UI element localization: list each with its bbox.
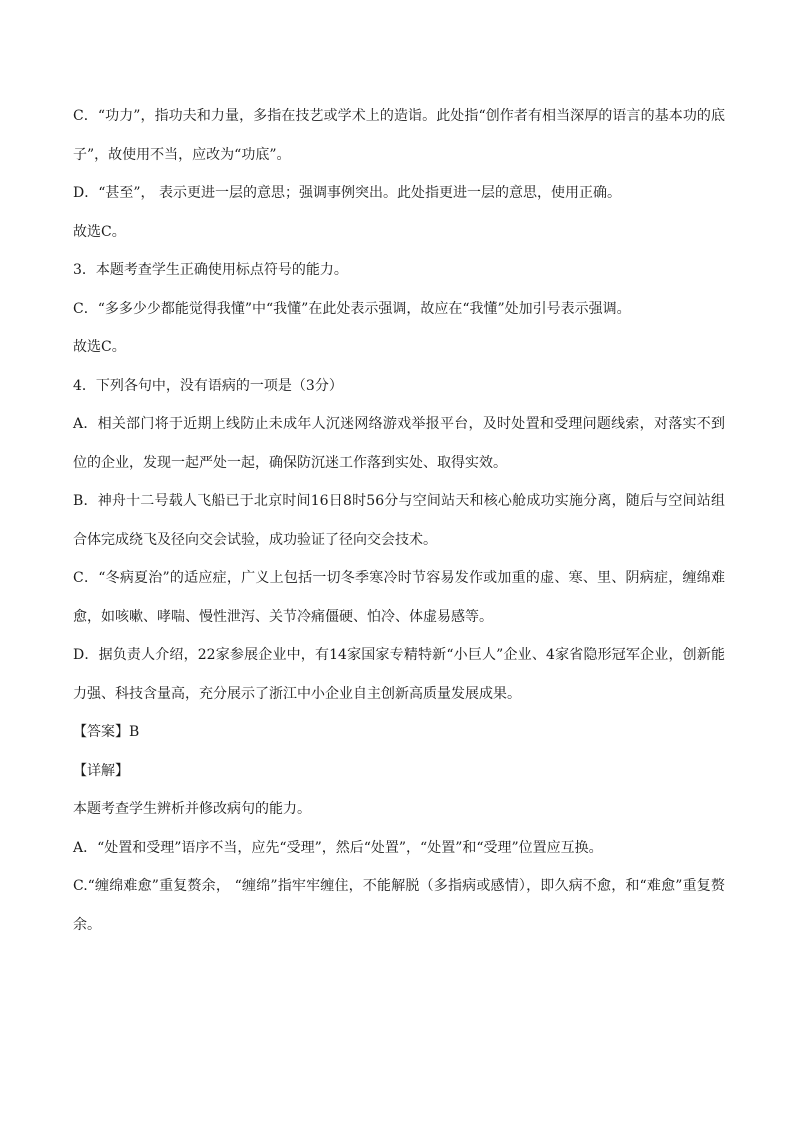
paragraph-option-d: D．据负责人介绍，22家参展企业中，有14家国家专精特新“小巨人”企业、4家省隐形冠军企业，创新能力强、科技含量高，充分展示了浙江中小企业自主创新高质量发展成果。 bbox=[73, 647, 725, 702]
paragraph-option-c: C．“冬病夏治”的适应症，广义上包括一切冬季寒冷时节容易发作或加重的虚、寒、里、阴病症，缠绵难愈，如咳嗽、哮喘、慢性泄泻、关节冷痛僵硬、怕冷、体虚易感等。 bbox=[73, 570, 725, 625]
paragraph-option-c-gongli: C．“功力”，指功夫和力量，多指在技艺或学术上的造诣。此处指“创作者有相当深厚的语言的基本功的底子”，故使用不当，应改为“功底”。 bbox=[73, 108, 725, 163]
paragraph-detail-intro: 本题考查学生辨析并修改病句的能力。 bbox=[73, 801, 311, 817]
paragraph-answer: 【答案】B bbox=[73, 724, 140, 740]
paragraph-question-4: 4．下列各句中，没有语病的一项是（3分） bbox=[73, 377, 343, 394]
document-body bbox=[73, 97, 725, 944]
paragraph-answer-c-2: 故选C。 bbox=[73, 339, 126, 355]
paragraph-detail-c: C.“缠绵难愈”重复赘余， “缠绵”指牢牢缠住，不能解脱（多指病或感情），即久病不愈，和“难愈”重复赘余。 bbox=[73, 878, 725, 933]
paragraph-option-d-shenzhi: D．“甚至”， 表示更进一层的意思；强调事例突出。此处指更进一层的意思，使用正确。 bbox=[73, 185, 621, 201]
paragraph-option-b: B．神舟十二号载人飞船已于北京时间16日8时56分与空间站天和核心舱成功实施分离，随后与空间站组合体完成绕飞及径向交会试验，成功验证了径向交会技术。 bbox=[73, 493, 725, 548]
paragraph-question-3-analysis: 3．本题考查学生正确使用标点符号的能力。 bbox=[73, 262, 348, 278]
paragraph-option-a: A．相关部门将于近期上线防止未成年人沉迷网络游戏举报平台，及时处置和受理问题线索，对落实不到位的企业，发现一起严处一起，确保防沉迷工作落到实处、取得实效。 bbox=[73, 416, 725, 471]
paragraph-detail-heading: 【详解】 bbox=[73, 762, 129, 779]
paragraph-answer-c-1: 故选C。 bbox=[73, 223, 126, 240]
paragraph-option-c-quotes: C．“多多少少都能觉得我懂”中“我懂”在此处表示强调，故应在“我懂”处加引号表示强调。 bbox=[73, 300, 631, 317]
paragraph-detail-a: A．“处置和受理”语序不当，应先“受理”，然后“处置”，“处置”和“受理”位置应互换。 bbox=[73, 839, 603, 856]
